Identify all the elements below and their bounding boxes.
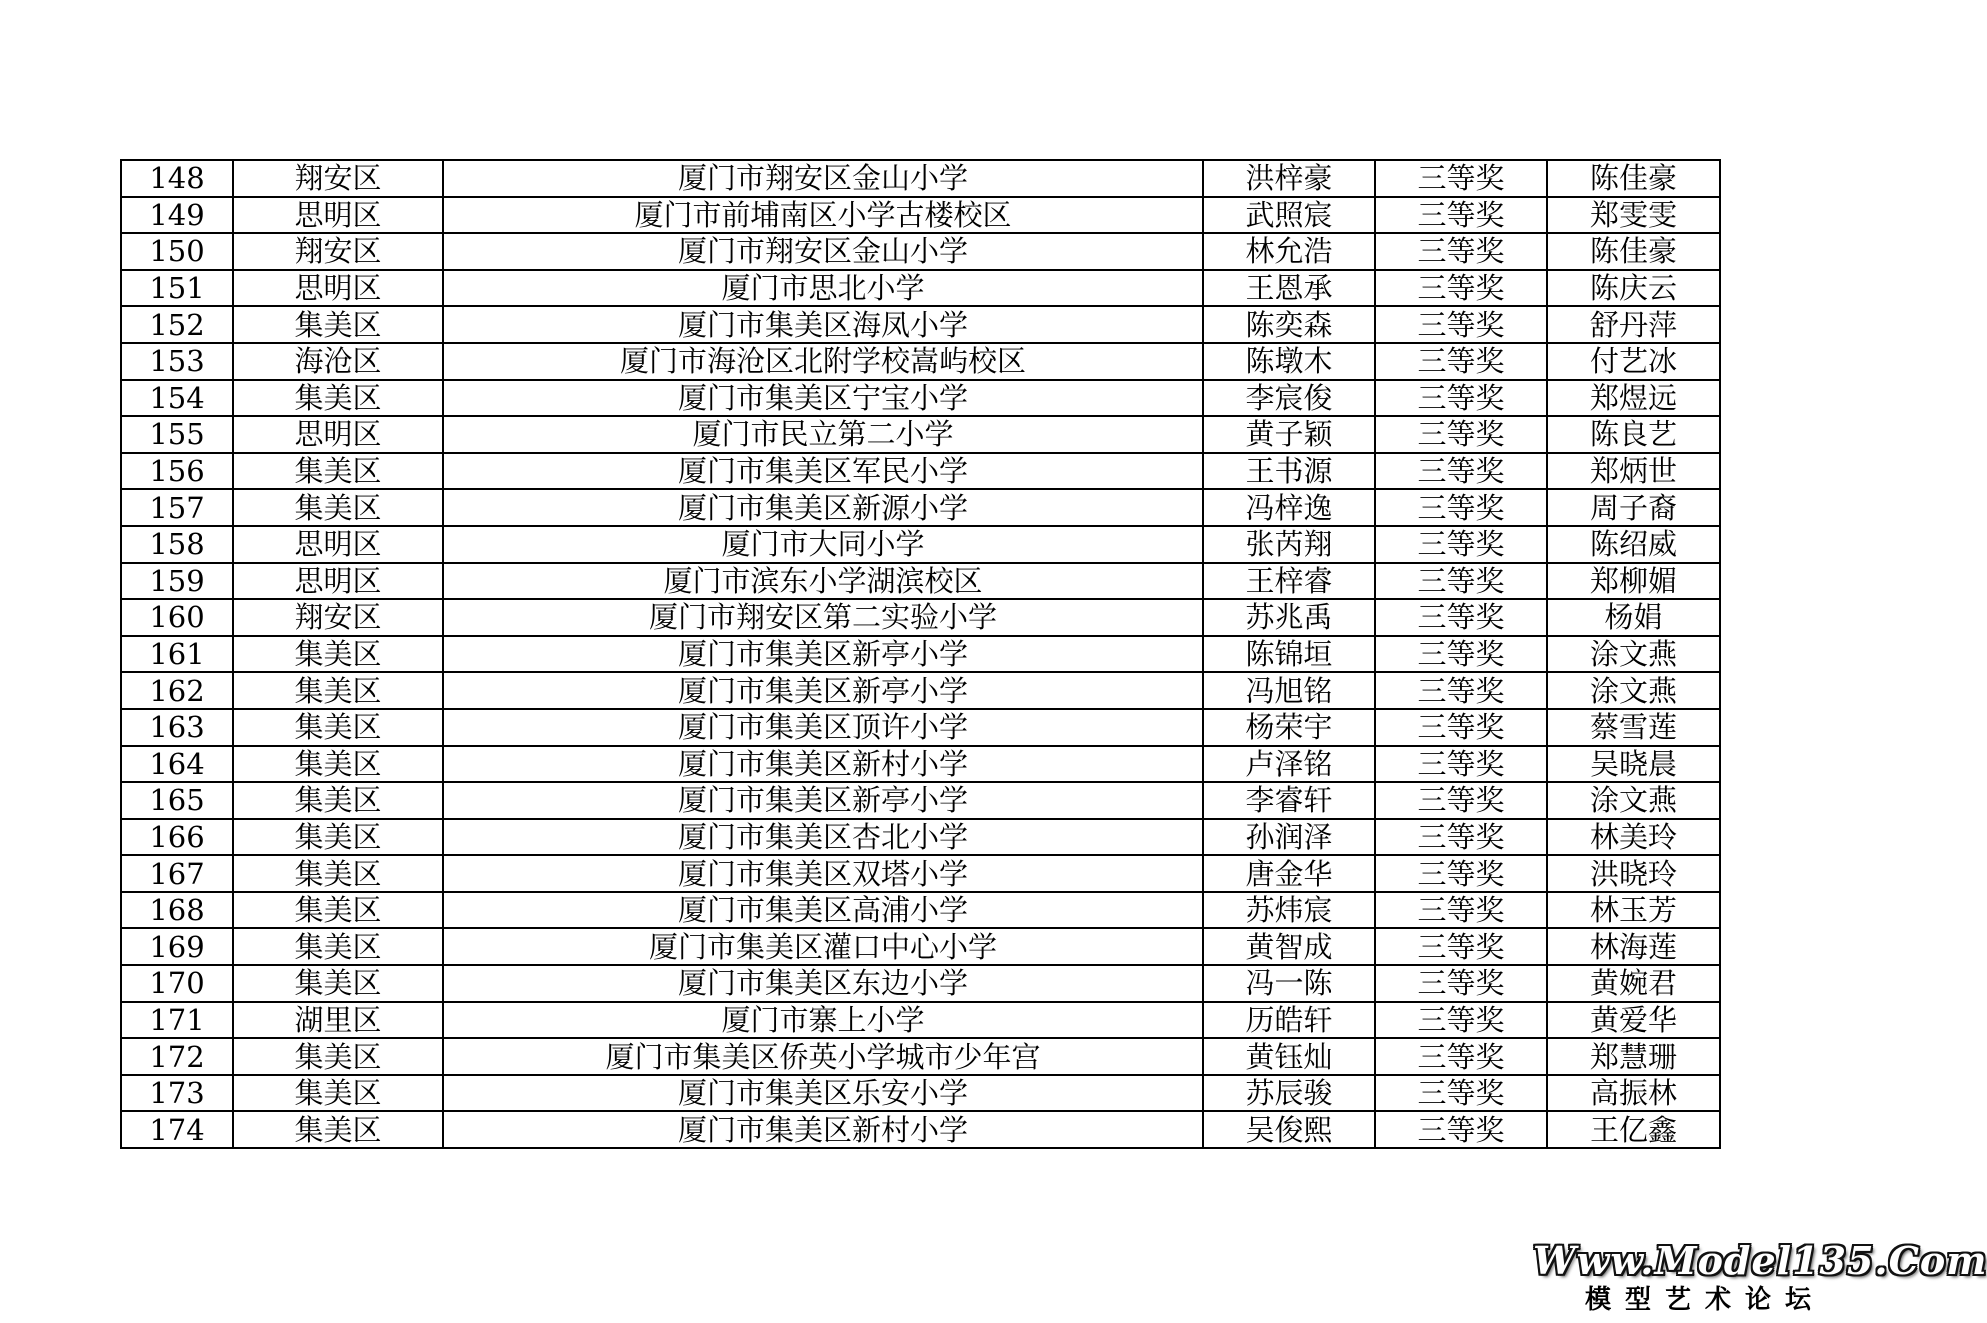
cell-school: 厦门市前埔南区小学古楼校区 bbox=[443, 197, 1203, 234]
cell-district: 集美区 bbox=[233, 855, 443, 892]
cell-award: 三等奖 bbox=[1375, 599, 1547, 636]
cell-award: 三等奖 bbox=[1375, 965, 1547, 1002]
cell-number: 158 bbox=[121, 526, 233, 563]
table-row bbox=[121, 709, 1720, 746]
cell-number: 167 bbox=[121, 855, 233, 892]
cell-district: 集美区 bbox=[233, 892, 443, 929]
cell-number: 159 bbox=[121, 563, 233, 600]
cell-award: 三等奖 bbox=[1375, 1075, 1547, 1112]
cell-teacher: 陈良艺 bbox=[1547, 416, 1720, 453]
table-row bbox=[121, 1111, 1720, 1148]
cell-award: 三等奖 bbox=[1375, 306, 1547, 343]
cell-number: 160 bbox=[121, 599, 233, 636]
cell-district: 翔安区 bbox=[233, 233, 443, 270]
table-row bbox=[121, 672, 1720, 709]
cell-teacher: 付艺冰 bbox=[1547, 343, 1720, 380]
cell-award: 三等奖 bbox=[1375, 197, 1547, 234]
cell-school: 厦门市集美区新村小学 bbox=[443, 1111, 1203, 1148]
cell-teacher: 陈绍威 bbox=[1547, 526, 1720, 563]
cell-school: 厦门市集美区新源小学 bbox=[443, 489, 1203, 526]
cell-award: 三等奖 bbox=[1375, 636, 1547, 673]
table-row bbox=[121, 343, 1720, 380]
table-row bbox=[121, 160, 1720, 197]
cell-award: 三等奖 bbox=[1375, 819, 1547, 856]
cell-number: 154 bbox=[121, 380, 233, 417]
cell-teacher: 涂文燕 bbox=[1547, 636, 1720, 673]
cell-district: 集美区 bbox=[233, 380, 443, 417]
table-row bbox=[121, 928, 1720, 965]
cell-number: 165 bbox=[121, 782, 233, 819]
table-row bbox=[121, 1075, 1720, 1112]
cell-student: 吴俊熙 bbox=[1203, 1111, 1375, 1148]
cell-school: 厦门市集美区海凤小学 bbox=[443, 306, 1203, 343]
cell-student: 陈锦垣 bbox=[1203, 636, 1375, 673]
cell-district: 集美区 bbox=[233, 928, 443, 965]
cell-award: 三等奖 bbox=[1375, 416, 1547, 453]
cell-award: 三等奖 bbox=[1375, 672, 1547, 709]
cell-school: 厦门市翔安区第二实验小学 bbox=[443, 599, 1203, 636]
table-row bbox=[121, 746, 1720, 783]
watermark bbox=[1533, 1238, 1987, 1317]
cell-school: 厦门市思北小学 bbox=[443, 270, 1203, 307]
cell-number: 161 bbox=[121, 636, 233, 673]
cell-number: 150 bbox=[121, 233, 233, 270]
cell-award: 三等奖 bbox=[1375, 343, 1547, 380]
cell-student: 黄钰灿 bbox=[1203, 1038, 1375, 1075]
cell-student: 苏兆禹 bbox=[1203, 599, 1375, 636]
cell-teacher: 王亿鑫 bbox=[1547, 1111, 1720, 1148]
cell-number: 149 bbox=[121, 197, 233, 234]
cell-student: 黄子颖 bbox=[1203, 416, 1375, 453]
cell-student: 杨荣宇 bbox=[1203, 709, 1375, 746]
cell-school: 厦门市集美区新亭小学 bbox=[443, 782, 1203, 819]
cell-district: 思明区 bbox=[233, 270, 443, 307]
cell-district: 集美区 bbox=[233, 306, 443, 343]
cell-district: 集美区 bbox=[233, 672, 443, 709]
table-row bbox=[121, 416, 1720, 453]
table-body bbox=[121, 160, 1720, 1148]
cell-school: 厦门市集美区乐安小学 bbox=[443, 1075, 1203, 1112]
cell-district: 思明区 bbox=[233, 416, 443, 453]
cell-teacher: 舒丹萍 bbox=[1547, 306, 1720, 343]
table-row bbox=[121, 965, 1720, 1002]
cell-number: 155 bbox=[121, 416, 233, 453]
cell-district: 集美区 bbox=[233, 1111, 443, 1148]
cell-school: 厦门市翔安区金山小学 bbox=[443, 233, 1203, 270]
cell-number: 173 bbox=[121, 1075, 233, 1112]
cell-student: 黄智成 bbox=[1203, 928, 1375, 965]
cell-award: 三等奖 bbox=[1375, 526, 1547, 563]
cell-student: 卢泽铭 bbox=[1203, 746, 1375, 783]
cell-award: 三等奖 bbox=[1375, 709, 1547, 746]
table-row bbox=[121, 197, 1720, 234]
table-row bbox=[121, 892, 1720, 929]
cell-district: 海沧区 bbox=[233, 343, 443, 380]
cell-number: 171 bbox=[121, 1002, 233, 1039]
cell-school: 厦门市集美区杏北小学 bbox=[443, 819, 1203, 856]
cell-teacher: 陈佳豪 bbox=[1547, 233, 1720, 270]
cell-student: 苏辰骏 bbox=[1203, 1075, 1375, 1112]
cell-teacher: 陈佳豪 bbox=[1547, 160, 1720, 197]
cell-student: 王恩承 bbox=[1203, 270, 1375, 307]
table-row bbox=[121, 306, 1720, 343]
cell-school: 厦门市集美区宁宝小学 bbox=[443, 380, 1203, 417]
cell-award: 三等奖 bbox=[1375, 380, 1547, 417]
cell-award: 三等奖 bbox=[1375, 782, 1547, 819]
cell-district: 集美区 bbox=[233, 965, 443, 1002]
cell-number: 153 bbox=[121, 343, 233, 380]
watermark-site-text: Www.Model135.Com bbox=[1533, 1238, 1987, 1283]
cell-award: 三等奖 bbox=[1375, 746, 1547, 783]
table-row bbox=[121, 453, 1720, 490]
cell-teacher: 蔡雪莲 bbox=[1547, 709, 1720, 746]
cell-student: 陈奕森 bbox=[1203, 306, 1375, 343]
cell-district: 集美区 bbox=[233, 1038, 443, 1075]
cell-award: 三等奖 bbox=[1375, 489, 1547, 526]
table-row bbox=[121, 233, 1720, 270]
table-row bbox=[121, 380, 1720, 417]
cell-district: 思明区 bbox=[233, 563, 443, 600]
cell-school: 厦门市海沧区北附学校嵩屿校区 bbox=[443, 343, 1203, 380]
cell-teacher: 郑柳媚 bbox=[1547, 563, 1720, 600]
cell-district: 集美区 bbox=[233, 636, 443, 673]
cell-student: 唐金华 bbox=[1203, 855, 1375, 892]
table-row bbox=[121, 1038, 1720, 1075]
table-row bbox=[121, 526, 1720, 563]
cell-district: 思明区 bbox=[233, 526, 443, 563]
cell-teacher: 洪晓玲 bbox=[1547, 855, 1720, 892]
cell-district: 翔安区 bbox=[233, 160, 443, 197]
table-row bbox=[121, 819, 1720, 856]
watermark-forum-text: 模型艺术论坛 bbox=[1584, 1285, 1825, 1315]
cell-award: 三等奖 bbox=[1375, 1038, 1547, 1075]
cell-number: 148 bbox=[121, 160, 233, 197]
cell-teacher: 郑慧珊 bbox=[1547, 1038, 1720, 1075]
cell-student: 王梓睿 bbox=[1203, 563, 1375, 600]
cell-number: 164 bbox=[121, 746, 233, 783]
cell-teacher: 涂文燕 bbox=[1547, 672, 1720, 709]
cell-award: 三等奖 bbox=[1375, 1002, 1547, 1039]
table-row bbox=[121, 599, 1720, 636]
cell-teacher: 林美玲 bbox=[1547, 819, 1720, 856]
cell-district: 集美区 bbox=[233, 819, 443, 856]
cell-teacher: 郑雯雯 bbox=[1547, 197, 1720, 234]
cell-number: 162 bbox=[121, 672, 233, 709]
table-row bbox=[121, 855, 1720, 892]
cell-school: 厦门市集美区军民小学 bbox=[443, 453, 1203, 490]
cell-district: 集美区 bbox=[233, 453, 443, 490]
cell-number: 168 bbox=[121, 892, 233, 929]
cell-number: 151 bbox=[121, 270, 233, 307]
cell-student: 洪梓豪 bbox=[1203, 160, 1375, 197]
table-row bbox=[121, 489, 1720, 526]
cell-district: 思明区 bbox=[233, 197, 443, 234]
cell-number: 152 bbox=[121, 306, 233, 343]
cell-award: 三等奖 bbox=[1375, 928, 1547, 965]
cell-number: 157 bbox=[121, 489, 233, 526]
cell-school: 厦门市民立第二小学 bbox=[443, 416, 1203, 453]
cell-school: 厦门市集美区新亭小学 bbox=[443, 672, 1203, 709]
cell-teacher: 郑炳世 bbox=[1547, 453, 1720, 490]
cell-teacher: 郑煜远 bbox=[1547, 380, 1720, 417]
cell-student: 陈墩木 bbox=[1203, 343, 1375, 380]
cell-award: 三等奖 bbox=[1375, 270, 1547, 307]
cell-school: 厦门市集美区东边小学 bbox=[443, 965, 1203, 1002]
cell-student: 李宸俊 bbox=[1203, 380, 1375, 417]
cell-district: 翔安区 bbox=[233, 599, 443, 636]
cell-school: 厦门市大同小学 bbox=[443, 526, 1203, 563]
cell-number: 166 bbox=[121, 819, 233, 856]
cell-student: 苏炜宸 bbox=[1203, 892, 1375, 929]
award-table bbox=[120, 159, 1721, 1149]
cell-school: 厦门市寨上小学 bbox=[443, 1002, 1203, 1039]
cell-student: 林允浩 bbox=[1203, 233, 1375, 270]
cell-student: 武照宸 bbox=[1203, 197, 1375, 234]
cell-school: 厦门市集美区新村小学 bbox=[443, 746, 1203, 783]
cell-teacher: 杨娟 bbox=[1547, 599, 1720, 636]
cell-number: 163 bbox=[121, 709, 233, 746]
cell-school: 厦门市滨东小学湖滨校区 bbox=[443, 563, 1203, 600]
cell-district: 湖里区 bbox=[233, 1002, 443, 1039]
cell-student: 历皓轩 bbox=[1203, 1002, 1375, 1039]
cell-student: 冯旭铭 bbox=[1203, 672, 1375, 709]
cell-award: 三等奖 bbox=[1375, 160, 1547, 197]
cell-award: 三等奖 bbox=[1375, 563, 1547, 600]
table-row bbox=[121, 636, 1720, 673]
cell-district: 集美区 bbox=[233, 709, 443, 746]
cell-district: 集美区 bbox=[233, 746, 443, 783]
cell-district: 集美区 bbox=[233, 489, 443, 526]
cell-number: 169 bbox=[121, 928, 233, 965]
cell-number: 156 bbox=[121, 453, 233, 490]
cell-school: 厦门市集美区侨英小学城市少年宫 bbox=[443, 1038, 1203, 1075]
cell-teacher: 林海莲 bbox=[1547, 928, 1720, 965]
cell-teacher: 涂文燕 bbox=[1547, 782, 1720, 819]
cell-student: 孙润泽 bbox=[1203, 819, 1375, 856]
cell-award: 三等奖 bbox=[1375, 892, 1547, 929]
cell-district: 集美区 bbox=[233, 1075, 443, 1112]
cell-school: 厦门市集美区高浦小学 bbox=[443, 892, 1203, 929]
cell-school: 厦门市集美区双塔小学 bbox=[443, 855, 1203, 892]
cell-award: 三等奖 bbox=[1375, 233, 1547, 270]
cell-student: 张芮翔 bbox=[1203, 526, 1375, 563]
table-row bbox=[121, 782, 1720, 819]
table-row bbox=[121, 270, 1720, 307]
cell-number: 174 bbox=[121, 1111, 233, 1148]
cell-student: 王书源 bbox=[1203, 453, 1375, 490]
cell-student: 冯一陈 bbox=[1203, 965, 1375, 1002]
cell-number: 172 bbox=[121, 1038, 233, 1075]
cell-teacher: 吴晓晨 bbox=[1547, 746, 1720, 783]
cell-school: 厦门市集美区新亭小学 bbox=[443, 636, 1203, 673]
cell-award: 三等奖 bbox=[1375, 453, 1547, 490]
cell-teacher: 高振林 bbox=[1547, 1075, 1720, 1112]
cell-student: 冯梓逸 bbox=[1203, 489, 1375, 526]
cell-student: 李睿轩 bbox=[1203, 782, 1375, 819]
cell-teacher: 黄婉君 bbox=[1547, 965, 1720, 1002]
cell-award: 三等奖 bbox=[1375, 855, 1547, 892]
cell-teacher: 黄爱华 bbox=[1547, 1002, 1720, 1039]
table-row bbox=[121, 1002, 1720, 1039]
cell-district: 集美区 bbox=[233, 782, 443, 819]
table-row bbox=[121, 563, 1720, 600]
cell-school: 厦门市集美区灌口中心小学 bbox=[443, 928, 1203, 965]
cell-school: 厦门市翔安区金山小学 bbox=[443, 160, 1203, 197]
cell-school: 厦门市集美区顶许小学 bbox=[443, 709, 1203, 746]
cell-teacher: 周子裔 bbox=[1547, 489, 1720, 526]
cell-teacher: 林玉芳 bbox=[1547, 892, 1720, 929]
cell-award: 三等奖 bbox=[1375, 1111, 1547, 1148]
cell-teacher: 陈庆云 bbox=[1547, 270, 1720, 307]
cell-number: 170 bbox=[121, 965, 233, 1002]
